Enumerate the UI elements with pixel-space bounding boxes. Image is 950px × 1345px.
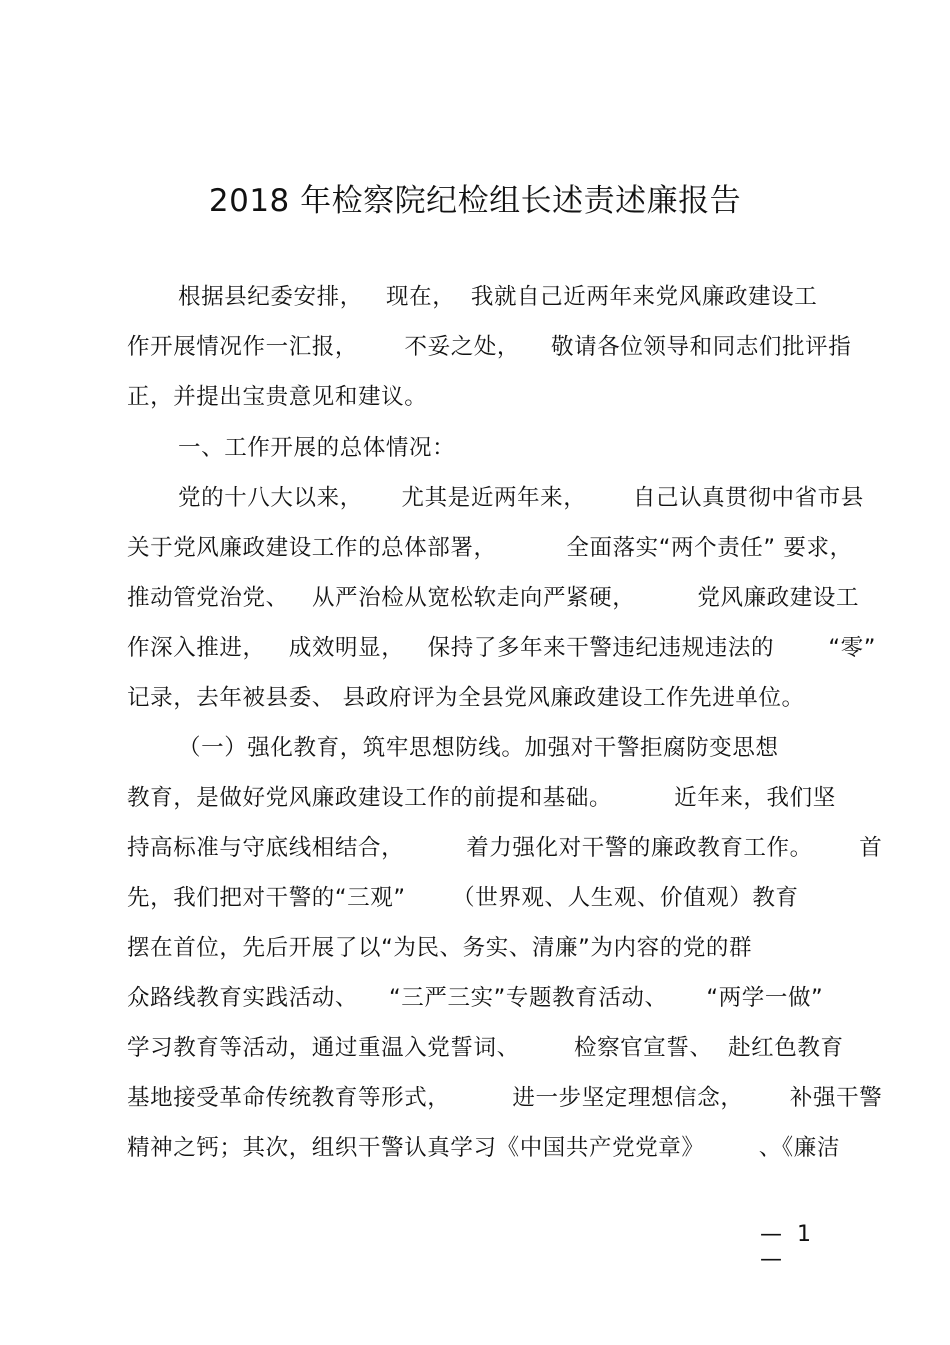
paragraph-line: 学习教育等活动，通过重温入党誓词、 检察官宣誓、 赴红色教育 bbox=[127, 1035, 844, 1061]
paragraph-line: 作开展情况作一汇报， 不妥之处， 敬请各位领导和同志们批评指 bbox=[127, 334, 852, 360]
page-number: — 1 — bbox=[760, 1222, 815, 1272]
paragraph-line: 正，并提出宝贵意见和建议。 bbox=[127, 384, 428, 410]
paragraph-line: 持高标准与守底线相结合， 着力强化对干警的廉政教育工作。 首 bbox=[127, 835, 883, 861]
paragraph-line: 根据县纪委安排， 现在， 我就自己近两年来党风廉政建设工 bbox=[178, 284, 818, 310]
paragraph-line: 摆在首位，先后开展了以“为民、务实、清廉”为内容的党的群 bbox=[127, 935, 753, 961]
paragraph-line: 关于党风廉政建设工作的总体部署， 全面落实“两个责任” 要求， bbox=[127, 535, 853, 561]
paragraph-line: 党的十八大以来， 尤其是近两年来， 自己认真贯彻中省市县 bbox=[178, 485, 864, 511]
section-heading: 一、工作开展的总体情况： bbox=[178, 435, 456, 461]
paragraph-line: （一）强化教育，筑牢思想防线。加强对干警拒腐防变思想 bbox=[178, 735, 779, 761]
paragraph-line: 众路线教育实践活动、 “三严三实”专题教育活动、 “两学一做” bbox=[127, 985, 824, 1011]
paragraph-line: 先，我们把对干警的“三观” （世界观、人生观、价值观）教育 bbox=[127, 885, 799, 911]
paragraph-line: 作深入推进， 成效明显， 保持了多年来干警违纪违规违法的 “零” bbox=[127, 635, 876, 661]
paragraph-line: 教育，是做好党风廉政建设工作的前提和基础。 近年来，我们坚 bbox=[127, 785, 836, 811]
paragraph-line: 基地接受革命传统教育等形式， 进一步坚定理想信念， 补强干警 bbox=[127, 1085, 883, 1111]
document-title: 2018 年检察院纪检组长述责述廉报告 bbox=[208, 183, 742, 219]
paragraph-line: 记录，去年被县委、 县政府评为全县党风廉政建设工作先进单位。 bbox=[127, 685, 805, 711]
paragraph-line: 精神之钙；其次，组织干警认真学习《中国共产党党章》 、《廉洁 bbox=[127, 1135, 840, 1161]
paragraph-line: 推动管党治党、 从严治检从宽松软走向严紧硬， 党风廉政建设工 bbox=[127, 585, 860, 611]
